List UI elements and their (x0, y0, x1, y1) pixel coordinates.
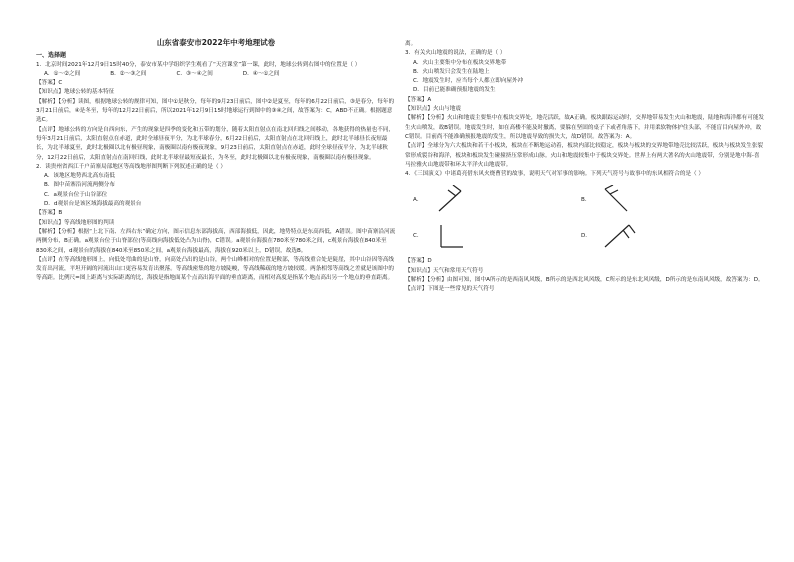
q2-option-a: A．该地区地势西北高东南低 (44, 173, 115, 180)
q2-comment: 【点评】在等高线地形图上，向低处弯曲的是山脊，向高处凸出的是山谷，两个山峰相对的位置是鞍部，等高线重合处是陡崖，其中山谷因等高线发育出河流，平坦开阔的河流出山口更容易发育出聚落。等高线密集的地方坡陡峻，等高线稀疏的地方坡较缓。两条相邻等高线之差就是该图中的等高距。比例尺=图上距离与实际距离的比，海拔是指地面某个点高出海平面的垂直距离，而相对高度是指某个地点高出另一个地点的垂直距离。 (36, 256, 395, 282)
q4-options-row1 (413, 185, 765, 215)
q3-answer: 【答案】A (405, 96, 432, 103)
q4-comment: 【点评】下图是一些常见的天气符号 (405, 286, 495, 293)
q2-comment-tail: 离。 (405, 41, 417, 47)
q3-option-c: C．地震发生时，应当每个人都立即向屋外冲 (413, 78, 524, 85)
wind-symbol-d-icon (599, 221, 639, 251)
q4-label-a: A． (413, 196, 423, 203)
q2-analysis: 【解析】【分析】根据“上北下南、左西右东”确定方向，图示信息东部海拔高，西部海拔低，因此，地势特点是东高西低，A错误。图中苗寨沿河流两侧分布，B正确。a观景台位于山脊部位(等高线向海拔低处凸为山脊)，C错误。a观景台海拔在780米至780米之间，c观景台海拔在840米至830米之间，d观景台的海拔在840米至850米之间，a观景台海拔最高，海拔在920米以上，D错误，故选B。 (36, 228, 396, 254)
q3-option-a: A．火山主要集中分布在板块交界地带 (413, 59, 507, 66)
q2-option-b: B．图中苗寨沿河流两侧分布 (44, 182, 115, 189)
q1-comment: 【点评】地球公转的方向是自西向东，产生的现象是四季的变化和五带的划分，随着太阳直射点在南北回归线之间移动，各地获得的热量也不同，每年3月21日前后，太阳直射点在赤道，此时全球昼夜平分，为北半球春分，6月22日前后，太阳直射点在北回归线上，此时北半球昼长夜短最长，为北半球夏至，此时北极圈以北有极昼现象，南极圈以南有极夜现象，9月23日前后，太阳直射点在赤道，此时全球昼夜平分，为北半球秋分，12月22日前后，太阳直射点在南回归线，此时北半球昼最短夜最长，为冬至，此时北极圈以北有极夜现象，南极圈以南有极昼现象。 (36, 126, 395, 161)
q2-option-d: D．d观景台是该区域海拔最高的观景台 (44, 201, 142, 208)
q4-label-c: C． (413, 232, 423, 239)
right-column (405, 40, 765, 295)
q2-option-c: C．a观景台位于山谷部位 (44, 191, 108, 198)
q2-stem: 2．读贵州省西江千户苗寨局部地区等高线地形图判断下列叙述正确的是（ ） (36, 163, 226, 170)
q1-answer: 【答案】C (36, 80, 63, 87)
q1-option-a: A．①～②之间 (44, 70, 81, 77)
q4-label-b: B． (581, 196, 591, 203)
q1-knowledge-point: 【知识点】地球公转的基本特征 (36, 89, 115, 96)
page-title: 山东省泰安市2022年中考地理试卷 (156, 38, 276, 47)
q4-stem: 4．《三国演义》中诸葛亮借东风火烧曹营的故事，说明天气对军事的影响。下列天气符号与故事中的东风相符合的是（ ） (405, 171, 705, 178)
q1-options (36, 70, 396, 79)
wind-symbol-b-icon (599, 185, 639, 215)
wind-symbol-a-icon (431, 185, 471, 215)
q4-answer: 【答案】D (405, 258, 432, 265)
q3-option-d: D．目前已能准确预报地震的发生 (413, 87, 496, 94)
q4-knowledge-point: 【知识点】天气和常用天气符号 (405, 267, 484, 274)
q3-stem: 3．有关火山地震的说法，正确的是（ ） (405, 50, 506, 57)
wind-symbol-c-icon (431, 221, 471, 251)
q3-knowledge-point: 【知识点】火山与地震 (405, 106, 461, 113)
q1-analysis: 【解析】【分析】读图，根据地球公转的规律可知，图中①是秋分，每年的9月23日前后，图中②是夏至，每年的6月22日前后，③是春分，每年的3月21日前后，④是冬至，每年的12月22日前后，所以2021年12月9日15时地球运行到图中的③④之间，故答案为：C，ABD不正确。根据题意选C。 (36, 98, 395, 124)
q1-option-d: D．④～①之间 (242, 70, 280, 77)
q3-analysis: 【解析】【分析】火山和地震主要集中在板块交界处，地壳活跃，故A正确。板块跟踪运动时，交界地带易发生火山和地震，陆地和海洋都有可能发生火山喷发，故B错误。地震发生时，如在高楼不能及时撤离，要躲在坚固的桌子下或者角落下，并用柔软物体护住头部，不能盲目向屋外冲，故C错误。目前尚不能准确预报地震的发生，所以地震导致的损失大，故D错误。故答案为：A。 (405, 115, 765, 140)
q1-option-b: B．②～③之间 (110, 70, 147, 77)
q4-analysis: 【解析】【分析】由图可知，图中A所示的是西南风风级，B所示的是西北风风级，C所示的是东北风风级，D所示的是东南风风级，故答案为：D。 (405, 277, 764, 284)
q2-answer: 【答案】B (36, 210, 63, 217)
q3-comment: 【点评】全球分为六大板块和若干小板块，板块在不断地运动着，板块内部比较稳定，板块与板块的交界地带地壳比较活跃，板块与板块发生张裂常形成裂谷和海洋，板块和板块发生碰撞挤压常形成山脉。火山和地震较集中于板块交界处。世界上有两大著名的火山地震带，分别是地中海-喜马拉雅火山地震带和环太平洋火山地震带。 (405, 143, 764, 168)
q4-label-d: D． (581, 232, 591, 239)
left-column (36, 38, 396, 284)
q1-option-c: C．③～④之间 (176, 70, 213, 77)
q1-stem: 1．北京时间2021年12月9日15时40分，泰安市某中学组织学生观看了“天宫课堂”第一课，此时，地球公转到右图中的位置是（ ） (36, 61, 361, 68)
q3-option-b: B．火山喷发只会发生在陆地上 (413, 68, 490, 75)
q4-options-row2 (413, 221, 765, 251)
q2-knowledge-point: 【知识点】等高线地形图的判读 (36, 219, 115, 226)
section-heading: 一、选择题 (36, 52, 67, 60)
